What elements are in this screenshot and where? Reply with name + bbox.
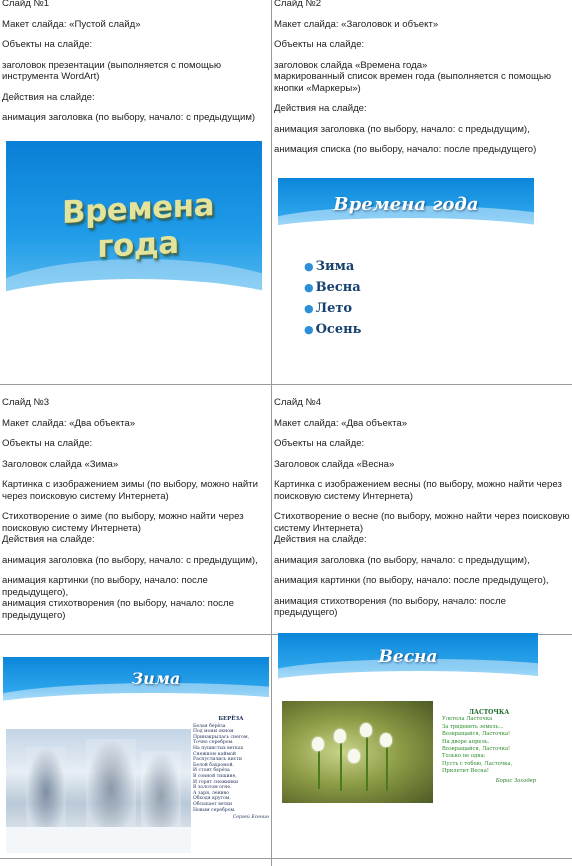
poem-line: Точно серебром.: [193, 740, 234, 746]
slide3-description: [2, 397, 268, 621]
winter-image: [6, 729, 191, 853]
slide1-object-1: заголовок презентации (выполняется с помощью инструмента WordArt): [2, 59, 222, 82]
table-row-divider: [0, 858, 572, 859]
slide3-actions-label: Действия на слайде:: [2, 534, 95, 545]
slide-title: Зима: [131, 669, 181, 688]
wave-decoration: [278, 218, 534, 258]
slide3-action-3: анимация стихотворения (по выбору, начало: после предыдущего): [2, 598, 234, 621]
snowdrop-flower: [312, 737, 324, 751]
slide3-action-2: анимация картинки (по выбору, начало: после предыдущего),: [2, 575, 208, 598]
slide1-objects-label: Объекты на слайде:: [2, 39, 93, 50]
poem-line: Белой бахромой.: [193, 762, 234, 768]
wave-decoration: [6, 279, 262, 309]
list-item: [304, 277, 361, 298]
list-item-label: Весна: [315, 280, 361, 295]
list-item: [304, 256, 361, 277]
wordart-title: Времена года: [61, 187, 215, 266]
slide-title: Весна: [378, 647, 438, 667]
slide2-heading: Слайд №2: [274, 0, 322, 9]
slide3-preview: [3, 657, 269, 857]
poem-title: ЛАСТОЧКА: [468, 709, 510, 716]
bullet-icon: ●: [304, 281, 314, 294]
slide4-layout: Макет слайда: «Два объекта»: [274, 417, 408, 429]
poem-line: Распустились кисти: [193, 757, 242, 763]
spring-image: [282, 701, 433, 803]
slide4-action-3: анимация стихотворения (по выбору, начало: после предыдущего): [274, 595, 506, 618]
slide3-heading: Слайд №3: [2, 397, 50, 408]
winter-poem: [193, 717, 269, 821]
slide4-description: [274, 397, 570, 619]
slide2-layout: Макет слайда: «Заголовок и объект»: [274, 18, 439, 30]
poem-line: На пушистых ветках: [193, 745, 244, 751]
list-item-label: Лето: [315, 301, 353, 316]
slide2-actions-label: Действия на слайде:: [274, 103, 367, 114]
poem-line: Улетела Ласточка: [442, 716, 493, 723]
slide2-action-2: анимация списка (по выбору, начало: после предыдущего): [274, 144, 537, 155]
slide2-object-2: маркированный список времен года (выполняется с помощью кнопки «Маркеры»): [274, 71, 552, 94]
slide2-action-1: анимация заголовка (по выбору, начало: с предыдущим),: [274, 123, 530, 135]
slide-header: [278, 633, 538, 683]
slide3-objects-label: Объекты на слайде:: [2, 438, 93, 449]
list-item-label: Зима: [315, 259, 355, 274]
poem-line: Новым серебром.: [193, 807, 236, 813]
slide3-object-3: Стихотворение о зиме (по выбору, можно найти через поисковую систему Интернета): [2, 511, 244, 534]
snowdrop-flower: [360, 723, 372, 737]
slide4-action-1: анимация заголовка (по выбору, начало: с предыдущим),: [274, 554, 530, 566]
slide3-object-2: Картинка с изображением зимы (по выбору, можно найти через поисковую систему Интернета): [2, 479, 258, 502]
slide3-object-1: Заголовок слайда «Зима»: [2, 458, 119, 470]
slide4-heading: Слайд №4: [274, 397, 322, 408]
slide1-layout: Макет слайда: «Пустой слайд»: [2, 18, 141, 30]
tree-shape: [26, 747, 66, 837]
table-row-divider: [0, 384, 572, 385]
slide1-action-1: анимация заголовка (по выбору, начало: с предыдущим): [2, 112, 256, 123]
poem-line: Обходя кругом,: [193, 796, 231, 802]
poem-line: Принакрылась снегом,: [193, 734, 250, 740]
snowdrop-flower: [348, 749, 360, 763]
list-item: [304, 319, 361, 340]
snow-ground: [6, 827, 191, 853]
slide1-heading: Слайд №1: [2, 0, 50, 9]
slide-header: [278, 178, 534, 234]
poem-line: В сонной тишине,: [193, 773, 237, 779]
poem-line: Возвращайся, Ласточка!: [442, 731, 511, 738]
poem-line: Возвращайся, Ласточка!: [442, 746, 511, 753]
list-item: [304, 298, 361, 319]
slide2-objects-label: Объекты на слайде:: [274, 39, 365, 50]
slide-title: Времена года: [333, 194, 479, 215]
slide4-objects-label: Объекты на слайде:: [274, 438, 365, 449]
slide3-layout: Макет слайда: «Два объекта»: [2, 417, 136, 429]
slide2-object-1: заголовок слайда «Времена года»: [274, 59, 428, 71]
poem-line: Под моим окном: [193, 729, 234, 735]
poem-line: Только не одна:: [442, 753, 486, 760]
seasons-list: [304, 256, 361, 340]
slide2-description: [274, 0, 570, 156]
poem-line: А заря, лениво: [193, 790, 230, 796]
slide1-actions-label: Действия на слайде:: [2, 91, 95, 103]
slide1-preview: [6, 141, 262, 309]
poem-line: Обсыпает ветки: [193, 801, 233, 807]
slide4-preview: [278, 633, 538, 811]
poem-line: Снежною каймой: [193, 751, 236, 757]
poem-line: Белая берёза: [193, 723, 226, 729]
slide4-object-2: Картинка с изображением весны (по выбору, можно найти через поисковую систему Интернета): [274, 479, 562, 502]
slide-header: [3, 657, 269, 705]
bullet-icon: ●: [304, 323, 314, 336]
poem-line: Прилетит Весна!: [442, 768, 489, 775]
poem-author: Сергей Есенин: [232, 815, 269, 821]
slide4-action-2: анимация картинки (по выбору, начало: после предыдущего),: [274, 575, 549, 586]
slide2-preview: [278, 178, 534, 348]
bullet-icon: ●: [304, 260, 314, 273]
list-item-label: Осень: [315, 322, 362, 337]
poem-author: Борис Заходер: [495, 777, 536, 784]
poem-line: Пусть с тобою, Ласточка,: [442, 760, 513, 767]
slide3-action-1: анимация заголовка (по выбору, начало: с предыдущим),: [2, 554, 258, 566]
poem-line: За тридевять земель...: [442, 723, 504, 730]
slide4-actions-label: Действия на слайде:: [274, 534, 367, 545]
poem-title: БЕРЁЗА: [218, 716, 244, 722]
slide1-description: [2, 0, 268, 124]
slide4-object-1: Заголовок слайда «Весна»: [274, 458, 395, 470]
spring-poem: [442, 709, 536, 785]
poem-line: И стоит берёза: [193, 768, 230, 774]
snowdrop-flower: [334, 729, 346, 743]
table-vertical-divider: [271, 0, 272, 866]
slide4-object-3: Стихотворение о весне (по выбору, можно найти через поисковую систему Интернета): [274, 511, 570, 534]
tree-shape: [86, 739, 136, 839]
poem-line: В золотом огне.: [193, 785, 232, 791]
poem-line: На дворе апрель.: [442, 738, 490, 745]
snowdrop-flower: [380, 733, 392, 747]
bullet-icon: ●: [304, 302, 314, 315]
poem-line: И горят снежинки: [193, 779, 239, 785]
